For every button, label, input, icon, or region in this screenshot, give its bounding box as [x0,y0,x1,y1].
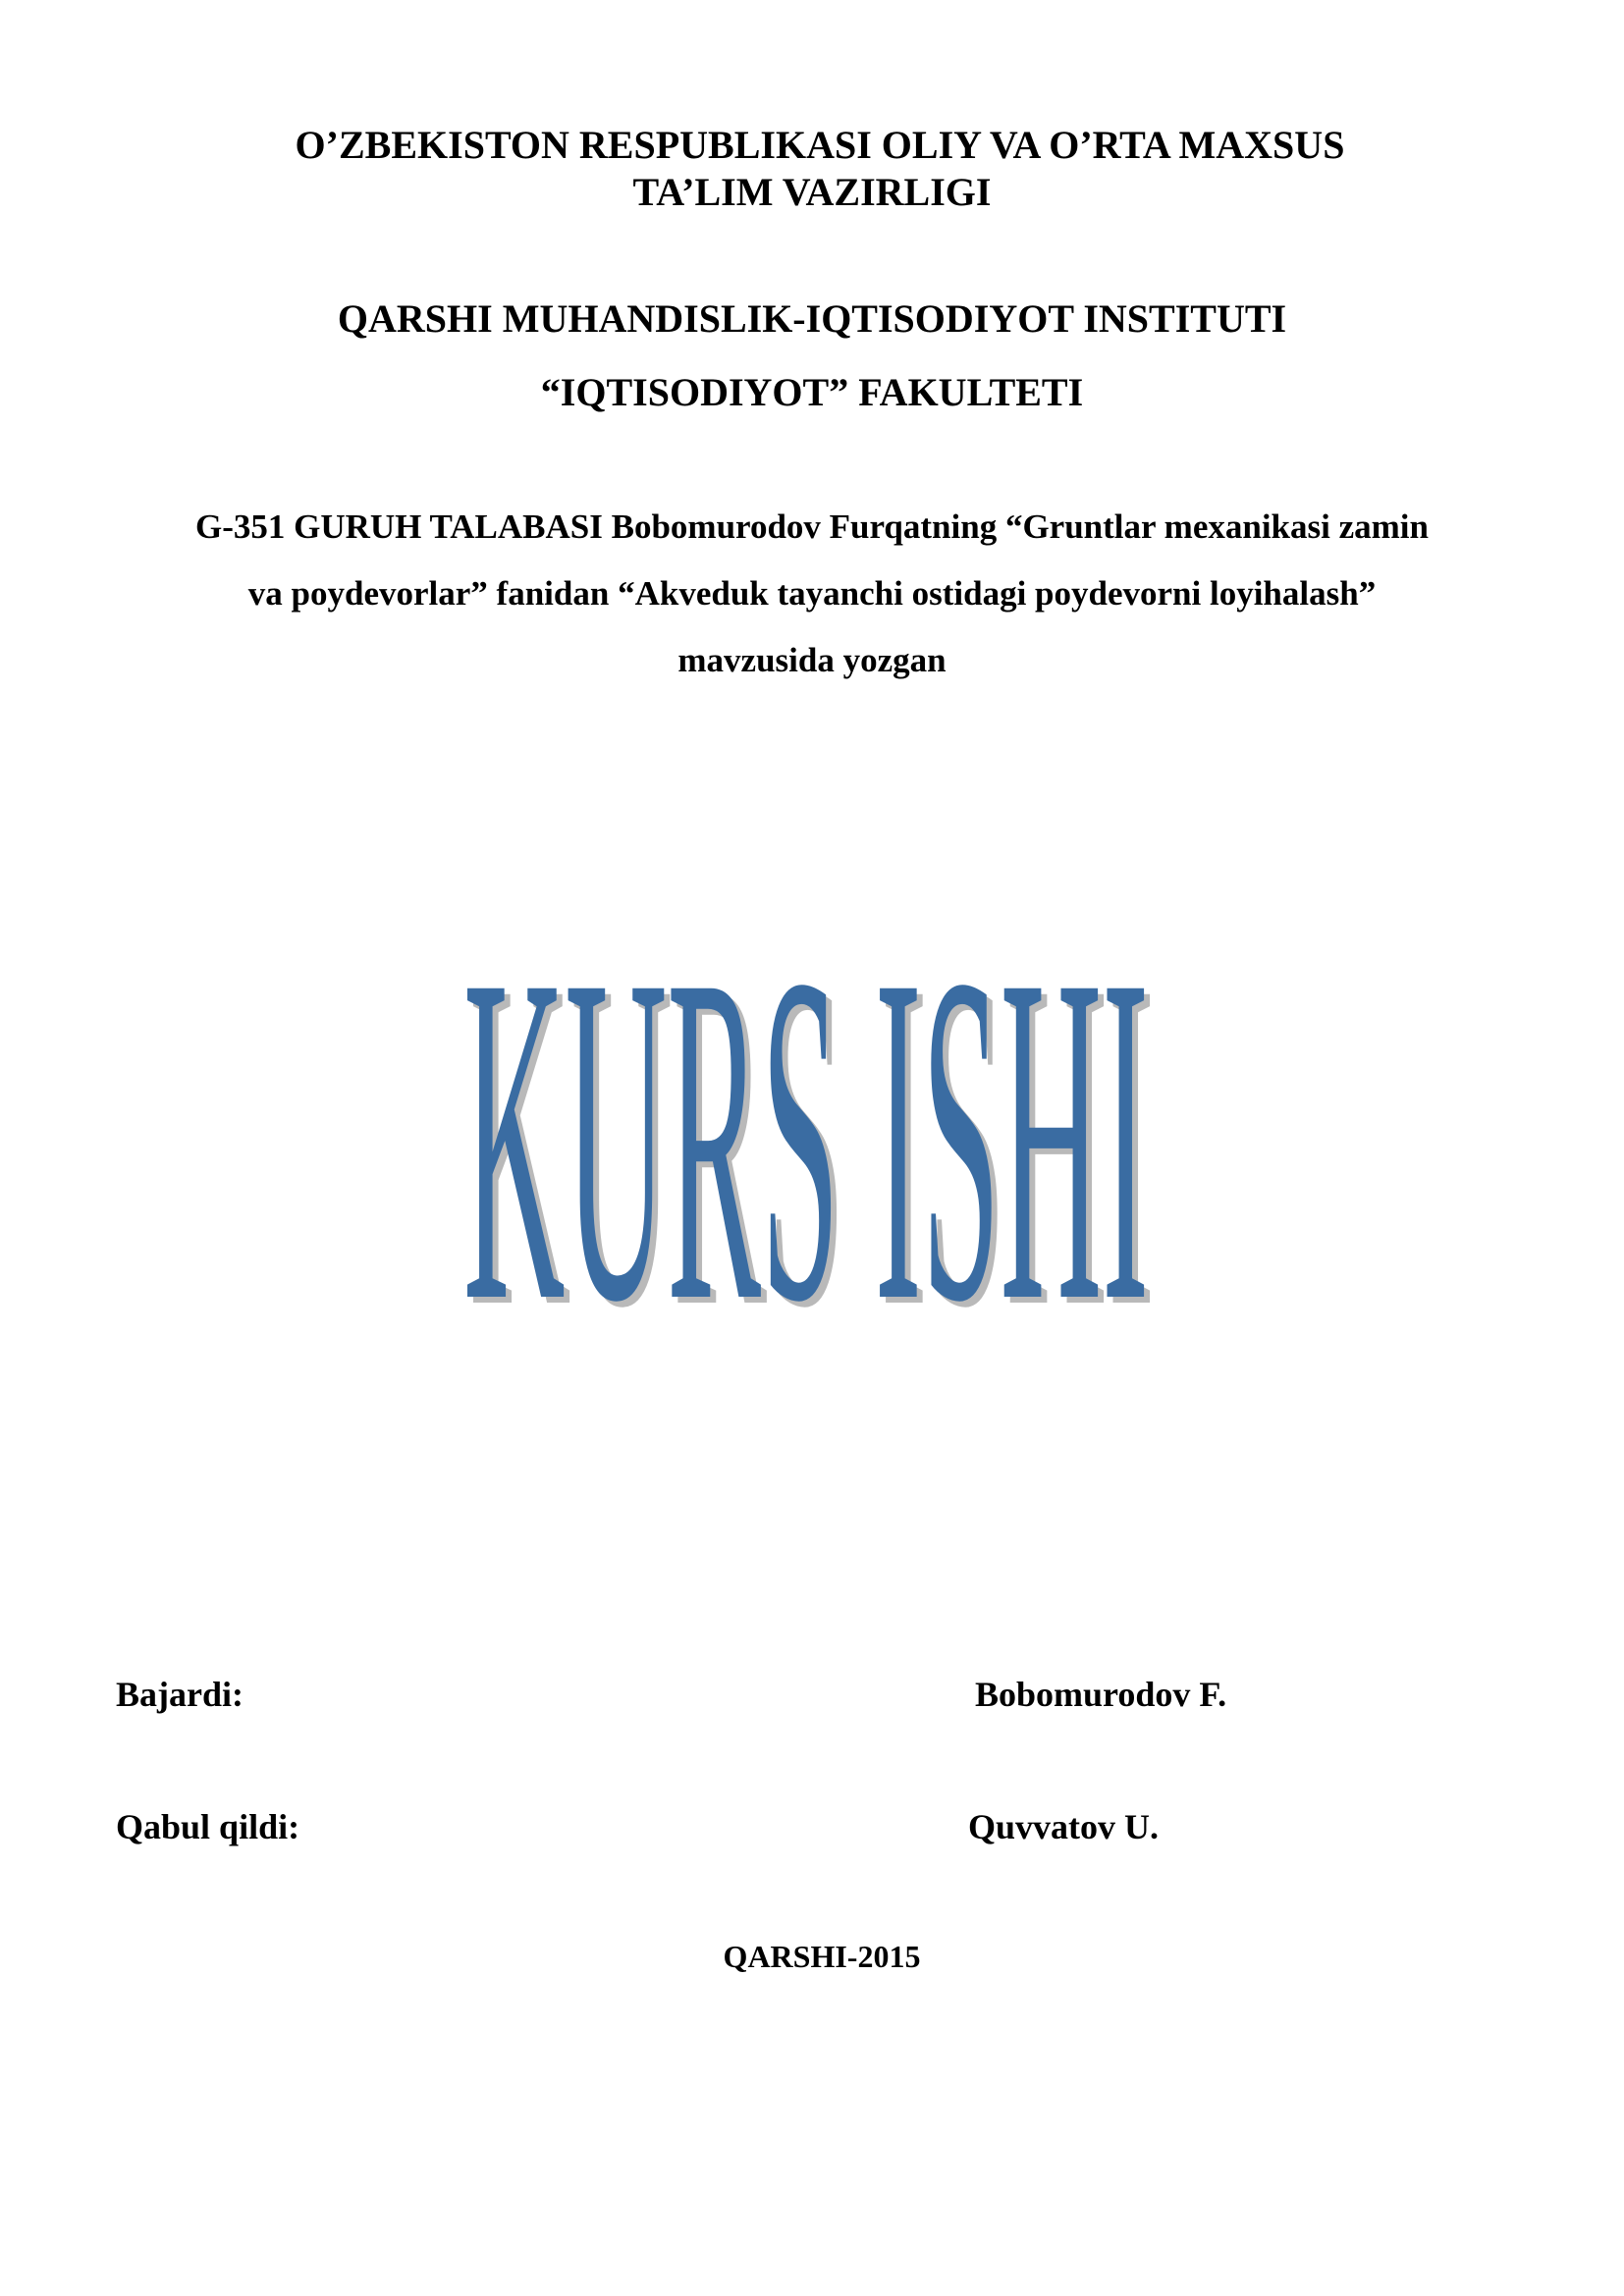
accepted-label: Qabul qildi: [116,1807,300,1846]
institute-name: QARSHI MUHANDISLIK-IQTISODIYOT INSTITUTI [337,296,1287,341]
ministry-line-2: TA’LIM VAZIRLIGI [632,170,992,214]
topic-line-1: G-351 GURUH TALABASI Bobomurodov Furqatning “Gruntlar mexanikasi zamin [195,507,1429,546]
faculty-name: “IQTISODIYOT” FAKULTETI [540,370,1084,414]
kurs-ishi-title [0,942,1624,1335]
title-shadow: KURS ISHI [468,942,1156,1335]
topic-line-2: va poydevorlar” fanidan “Akveduk tayanchi ostidagi poydevorni loyihalash” [247,574,1377,613]
city-year: QARSHI-2015 [723,1939,921,1974]
title-text: KURS ISHI [462,942,1150,1335]
performed-name: Bobomurodov F. [975,1675,1227,1714]
accepted-name: Quvvatov U. [968,1807,1160,1846]
ministry-line-1: O’ZBEKISTON RESPUBLIKASI OLIY VA O’RTA MAXSUS [295,123,1345,167]
title-wordart [463,942,1155,1335]
topic-line-3: mavzusida yozgan [677,641,947,679]
performed-label: Bajardi: [116,1675,244,1714]
